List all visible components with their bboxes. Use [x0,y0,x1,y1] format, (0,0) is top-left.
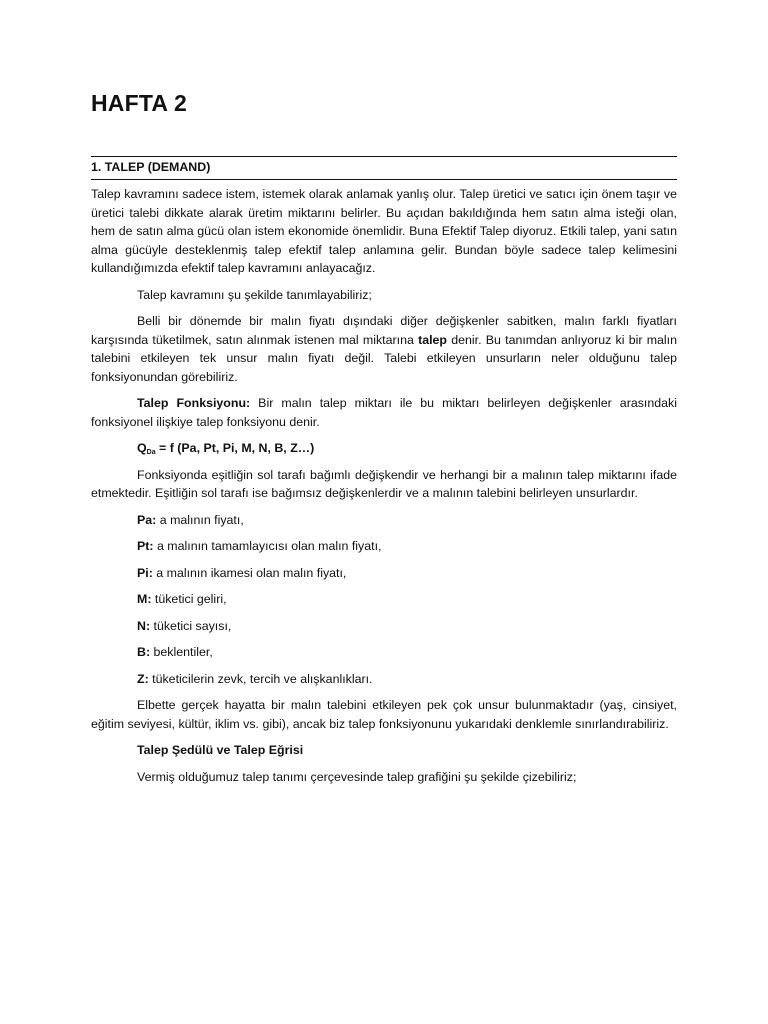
variable-list [91,511,677,689]
variable-key: Z: [137,671,149,686]
paragraph-graph-lead: Vermiş olduğumuz talep tanımı çerçevesinde talep grafiğini şu şekilde çizebiliriz; [137,769,577,784]
variable-item [91,590,677,609]
variable-desc: tüketicilerin zevk, tercih ve alışkanlıkları. [148,671,373,686]
paragraph-demand-function [91,394,677,431]
definition-term: talep [418,332,447,347]
formula-subscript: Da [146,449,156,456]
document-body [91,86,677,786]
section-heading: 1. TALEP (DEMAND) [91,156,677,180]
demand-formula [91,439,677,458]
demand-function-text: Bir malın talep miktarı ile bu miktarı belirleyen değişkenler arasındaki fonksiyonel ilişkiye talep fonksiyonu denir. [91,396,677,429]
variable-item [91,670,677,689]
paragraph-definition [91,312,677,386]
variable-desc: tüketici geliri, [151,592,227,606]
definition-text-c: denir. Bu tanımdan anlıyoruz ki bir malın talebini etkileyen tek unsur malın fiyatı değil. Talebi etkileyen unsurların neler olduğunu talep fonksiyonundan görebiliriz. [91,332,677,384]
demand-function-term: Talep Fonksiyonu: [137,396,251,410]
variable-key: B: [137,645,151,659]
variable-desc: tüketici sayısı, [150,618,232,633]
variable-item [91,643,677,662]
formula-rest: = f (Pa, Pt, Pi, M, N, B, Z…) [155,441,315,455]
variable-desc: a malının ikamesi olan malın fiyatı, [152,565,347,580]
subheading: Talep Şedülü ve Talep Eğrisi [137,743,304,757]
page-title: HAFTA 2 [91,90,187,116]
variable-item [91,511,677,530]
variable-item [91,617,677,636]
variable-key: Pi: [137,565,153,580]
variable-desc: a malının fiyatı, [156,512,244,527]
variable-key: N: [137,618,151,633]
variable-key: Pa: [137,512,157,527]
paragraph-intro: Talep kavramını sadece istem, istemek olarak anlamak yanlış olur. Talep üretici ve satıcı için önem taşır ve üretici talebi dikkate alarak üretim miktarını belirler. Bu açıdan bakıldığında hem satın alma isteği olan, hem de satın alma gücü olan istem ekonomide önemlidir. Buna Efektif Talep diyoruz. Etkili talep, yani satın alma gücüyle desteklenmiş talep efektif talep anlamına gelir. Bundan böyle sadece talep kelimesini kullandığımızda efektif talep kavramını anlayacağız. [91,187,677,275]
variable-key: M: [137,592,152,606]
variable-item [91,564,677,583]
definition-text-a: Belli bir dönemde bir malın fiyatı dışındaki diğer değişkenler sabitken, malın farklı fiyatları karşısında tüketilmek, satın alınmak istenen mal miktarına [91,314,677,347]
variable-desc: a malının tamamlayıcısı olan malın fiyatı, [153,539,382,553]
variable-item [91,537,677,556]
formula-q: Q [137,441,147,455]
variable-desc: beklentiler, [150,645,213,659]
paragraph-definition-lead: Talep kavramını şu şekilde tanımlayabiliriz; [137,287,372,302]
paragraph-function-explanation: Fonksiyonda eşitliğin sol tarafı bağımlı değişkendir ve herhangi bir a malının talep miktarını ifade etmektedir. Eşitliğin sol tarafı ise bağımsız değişkenlerdir ve a malının talebini belirleyen unsurlardır. [91,467,677,500]
paragraph-other-factors: Elbette gerçek hayatta bir malın talebini etkileyen pek çok unsur bulunmaktadır (yaş, cinsiyet, eğitim seviyesi, kültür, iklim vs. gibi), ancak biz talep fonksiyonunu yukarıdaki denklemle sınırlandırabiliriz. [91,698,677,731]
variable-key: Pt: [137,539,154,553]
